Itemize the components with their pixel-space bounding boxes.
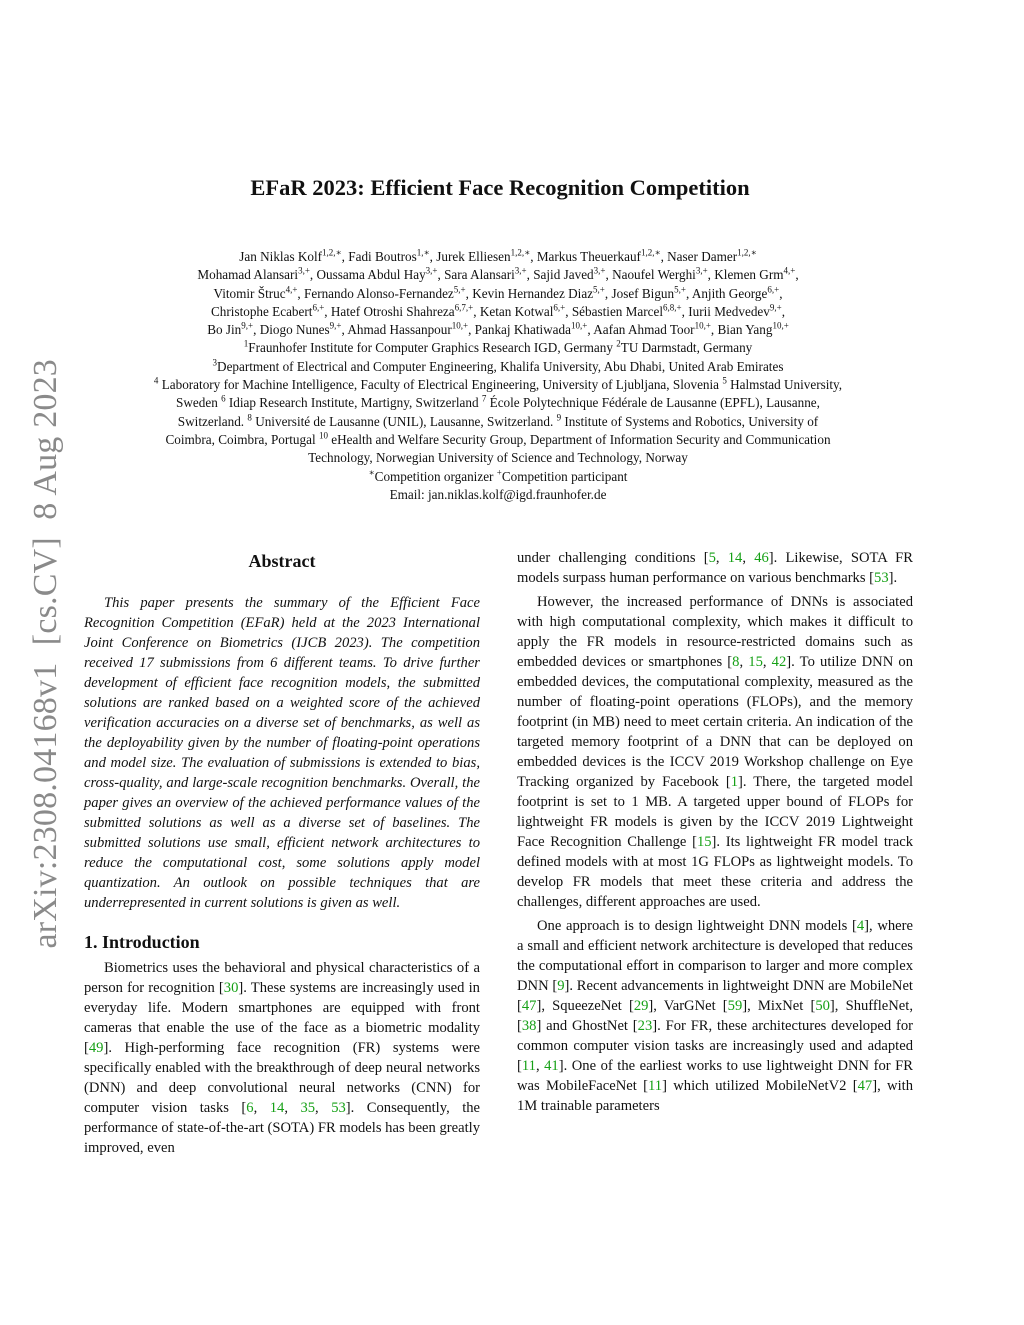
section-heading-introduction: 1. Introduction bbox=[84, 932, 200, 952]
citation-link[interactable]: 8 bbox=[732, 654, 740, 670]
affiliation-line-5: Switzerland. $^8$ Université de Lausanne (UNIL), Lausanne, Switzerland. $^9$ Institute of Systems and Robotics, University of bbox=[177, 412, 819, 429]
citation-link[interactable]: 15 bbox=[696, 834, 712, 850]
citation-link[interactable]: 59 bbox=[727, 998, 743, 1014]
citation-link[interactable]: 42 bbox=[771, 654, 787, 670]
arxiv-sidebar-stamp bbox=[22, 352, 70, 956]
citation-link[interactable]: 4 bbox=[856, 918, 865, 934]
citation-link[interactable]: 1 bbox=[730, 774, 738, 790]
author-line-5: Bo Jin$^{9,+}$, Diogo Nunes$^{9,+}$, Ahmad Hassanpour$^{10,+}$, Pankaj Khatiwada$^{10,+}$, Aafan Ahmad Toor$^{10,+}$, Bian Yang$^{10,+}$ bbox=[207, 320, 789, 338]
citation-link[interactable]: 38 bbox=[521, 1018, 537, 1034]
citation-link[interactable]: 47 bbox=[857, 1078, 873, 1094]
intro-paragraph-4: One approach is to design lightweight DNN models [4], where a small and efficient network architecture is developed that reduces the computational effort in comparison to larger and more complex DNN [9]. Recent advancements in lightweight DNN are MobileNet [47], SqueezeNet [29], VarGNet [59], MixNet [50], ShuffleNet, [38] and GhostNet [23]. For FR, these architectures developed for common computer vision tasks are increasingly used and adapted [11, 41]. One of the earliest works to use lightweight DNN for FR was MobileFaceNet [11] which utilized MobileNetV2 [47], with 1M trainable parameters bbox=[517, 918, 914, 1114]
citation-link[interactable]: 23 bbox=[637, 1018, 653, 1034]
affiliation-line-3: $^4$ Laboratory for Machine Intelligence, Faculty of Electrical Engineering, University of Ljubljana, Slovenia $^5$ Halmstad University, bbox=[153, 375, 843, 393]
intro-paragraph-2: under challenging conditions [5, 14, 46]. Likewise, SOTA FR models surpass human performance on various benchmarks [53]. bbox=[517, 550, 914, 586]
citation-link[interactable]: 46 bbox=[754, 550, 769, 566]
citation-link[interactable]: 11 bbox=[648, 1078, 663, 1094]
left-column bbox=[84, 548, 480, 1158]
citation-link[interactable]: 15 bbox=[748, 654, 763, 670]
citation-link[interactable]: 49 bbox=[88, 1040, 104, 1056]
right-column bbox=[517, 548, 913, 1116]
intro-paragraph-1: Biometrics uses the behavioral and physical characteristics of a person for recognition [30]. These systems are increasingly used in everyday life. Modern smartphones are equipped with front cameras that enable the use of the face as a biometric modality [49]. High-performing face recognition (FR) systems were specifically enabled with the breakthrough of deep neural networks (DNN) and deep convolutional neural networks (CNN) for computer vision tasks [6, 14, 35, 53]. Consequently, the performance of state-of-the-art (SOTA) FR models has been greatly improved, even bbox=[84, 960, 481, 1156]
citation-link[interactable]: 47 bbox=[521, 998, 537, 1014]
role-legend: ∗Competition organizer +Competition participant bbox=[368, 467, 628, 484]
affiliation-line-2: $^3$Department of Electrical and Computer Engineering, Khalifa University, Abu Dhabi, United Arab Emirates bbox=[212, 357, 784, 374]
citation-link[interactable]: 14 bbox=[269, 1100, 285, 1116]
citation-link[interactable]: 14 bbox=[727, 550, 743, 566]
citation-link[interactable]: 5 bbox=[708, 550, 716, 566]
paper-title: EFaR 2023: Efficient Face Recognition Competition bbox=[250, 175, 750, 200]
author-block bbox=[92, 248, 904, 504]
abstract-paragraph: This paper presents the summary of the Efficient Face Recognition Competition (EFaR) held at the 2023 International Joint Conference on Biometrics (IJCB 2023). The competition received 17 submissions from 6 different teams. To drive further development of efficient face recognition models, the submitted solutions are ranked based on a weighted score of the achieved verification accuracies on a diverse set of benchmarks, as well as the deployability given by the number of floating-point operations and model size. The evaluation of submissions is extended to bias, cross-quality, and large-scale recognition benchmarks. Overall, the paper gives an overview of the achieved performance values of the submitted solutions as well as a diverse set of baselines. The submitted solutions use small, efficient network architectures to reduce the computational cost, some solutions apply model quantization. An outlook on possible techniques that are underrepresented in current solutions is given as well. bbox=[84, 595, 480, 911]
citation-link[interactable]: 50 bbox=[815, 998, 830, 1014]
citation-link[interactable]: 29 bbox=[633, 998, 649, 1014]
contact-email: Email: jan.niklas.kolf@igd.fraunhofer.de bbox=[389, 486, 607, 502]
affiliation-line-1: $^1$Fraunhofer Institute for Computer Graphics Research IGD, Germany $^2$TU Darmstadt, Germany bbox=[243, 339, 753, 356]
citation-link[interactable]: 53 bbox=[331, 1100, 346, 1116]
affiliation-line-7: Technology, Norwegian University of Science and Technology, Norway bbox=[308, 450, 688, 466]
arxiv-id: arXiv:2308.04168v1 [cs.CV] 8 Aug 2023 bbox=[27, 359, 64, 949]
author-line-3: Vitomir Štruc$^{4,+}$, Fernando Alonso-Fernandez$^{5,+}$, Kevin Hernandez Diaz$^{5,+}$, Josef Bigun$^{5,+}$, Anjith George$^{6,+}$, bbox=[213, 284, 783, 301]
citation-link[interactable]: 6 bbox=[246, 1100, 254, 1116]
author-line-2: Mohamad Alansari$^{3,+}$, Oussama Abdul Hay$^{3,+}$, Sara Alansari$^{3,+}$, Sajid Javed$^{3,+}$, Naoufel Werghi$^{3,+}$, Klemen Grm$^{4,+}$, bbox=[197, 265, 799, 283]
citation-link[interactable]: 35 bbox=[300, 1100, 316, 1116]
abstract-heading: Abstract bbox=[248, 551, 316, 571]
author-line-1: Jan Niklas Kolf$^{1,2,∗}$, Fadi Boutros$^{1,∗}$, Jurek Elliesen$^{1,2,∗}$, Markus Theuerkauf$^{1,2,∗}$, Naser Damer$^{1,2,∗}$ bbox=[239, 247, 757, 264]
affiliation-line-4: Sweden $^6$ Idiap Research Institute, Martigny, Switzerland $^7$ École Polytechnique Fédérale de Lausanne (EPFL), Lausanne, bbox=[176, 393, 820, 411]
intro-paragraph-3: However, the increased performance of DNNs is associated with high computational complexity, which makes it difficult to apply the FR models in resource-restricted domains such as embedded devices or smartphones [8, 15, 42]. To utilize DNN on embedded devices, the computational complexity, measured as the number of floating-point operations (FLOPs), and the memory footprint (in MB) need to meet certain criteria. An indication of the targeted memory footprint of a DNN that can be deployed on embedded devices is the ICCV 2019 Workshop challenge on Eye Tracking organized by Facebook [1]. There, the targeted model footprint is set to 1 MB. A targeted upper bound of FLOPs for lightweight FR models is given by the ICCV 2019 Lightweight Face Recognition Challenge [15]. Its lightweight FR model track defined models with at most 1G FLOPs as lightweight models. To develop FR models that meet these criteria and address the challenges, different approaches are used. bbox=[517, 594, 914, 910]
citation-link[interactable]: 53 bbox=[874, 570, 889, 586]
affiliation-line-6: Coimbra, Coimbra, Portugal $^{10}$ eHealth and Welfare Security Group, Department of Information Security and Communication bbox=[165, 430, 831, 447]
author-line-4: Christophe Ecabert$^{6,+}$, Hatef Otroshi Shahreza$^{6,7,+}$, Ketan Kotwal$^{6,+}$, Sébastien Marcel$^{6,8,+}$, Iurii Medvedev$^{9,+}$, bbox=[211, 302, 785, 319]
citation-link[interactable]: 30 bbox=[223, 980, 239, 996]
citation-link[interactable]: 11 bbox=[521, 1058, 536, 1074]
citation-link[interactable]: 41 bbox=[544, 1058, 559, 1074]
citation-link[interactable]: 9 bbox=[557, 978, 565, 994]
abstract-body bbox=[84, 593, 480, 913]
